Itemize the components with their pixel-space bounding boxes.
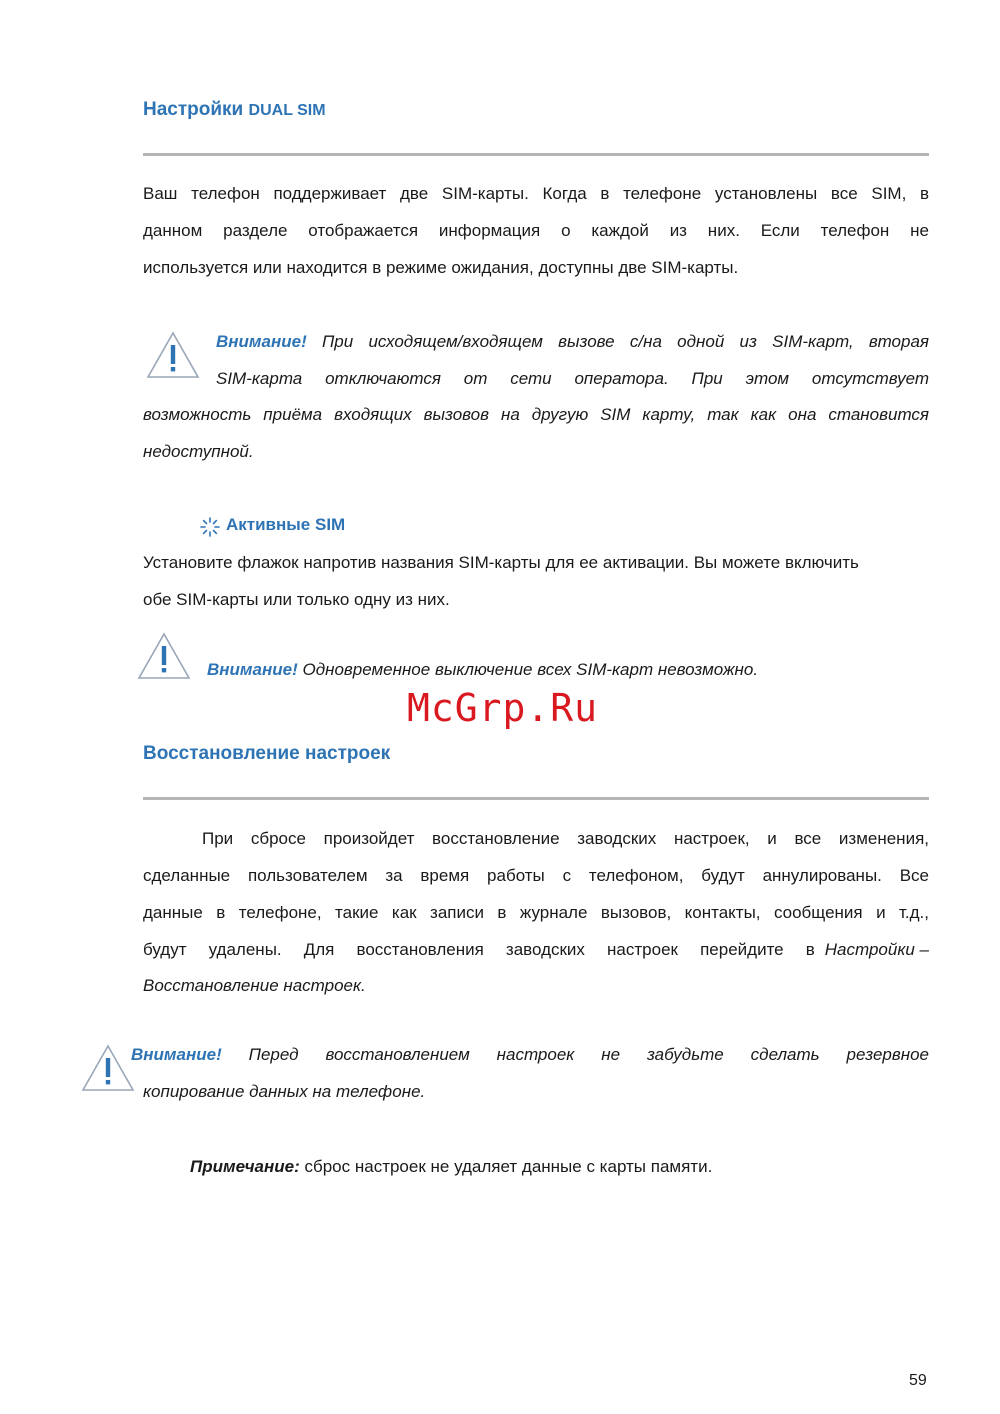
warning-line: [216, 331, 929, 353]
section-title-main: Настройки: [143, 99, 244, 120]
menu-path-text: Восстановление настроек.: [143, 976, 366, 995]
paragraph-text: будут удалены. Для восстановления заводских настроек перейдите в: [143, 940, 815, 959]
subsection-title-active-sim: Активные SIM: [226, 515, 346, 534]
paragraph-line: данные в телефоне, такие как записи в журнале вызовов, контакты, сообщения и т.д.,: [143, 903, 929, 922]
section-divider: [143, 797, 929, 800]
watermark-logo: McGrp.Ru: [407, 686, 599, 730]
warning-line: копирование данных на телефоне.: [143, 1082, 426, 1101]
note-text: сброс настроек не удаляет данные с карты памяти.: [304, 1157, 713, 1176]
section-title-reset: Восстановление настроек: [143, 743, 391, 764]
warning-line: возможность приёма входящих вызовов на другую SIM карту, так как она становится: [143, 405, 929, 424]
warning-text: Одновременное выключение всех SIM-карт невозможно.: [302, 660, 759, 679]
section-title-dual-sim: [143, 99, 326, 121]
warning-label: Внимание!: [131, 1045, 222, 1064]
warning-label: Внимание!: [216, 332, 307, 351]
warning-text: Перед восстановлением настроек не забудьте сделать резервное: [248, 1045, 929, 1064]
paragraph-line: [143, 939, 929, 961]
paragraph-line: Ваш телефон поддерживает две SIM-карты. Когда в телефоне установлены все SIM, в: [143, 184, 929, 203]
paragraph-line: используется или находится в режиме ожидания, доступны две SIM-карты.: [143, 258, 739, 277]
menu-path-text: Настройки –: [824, 940, 929, 959]
warning-line: [207, 659, 929, 681]
section-divider: [143, 153, 929, 156]
warning-triangle-icon: [146, 331, 200, 379]
spinner-icon: [199, 516, 221, 538]
note-label: Примечание:: [190, 1157, 300, 1176]
note: [190, 1156, 929, 1178]
warning-line: недоступной.: [143, 442, 254, 461]
warning-line: SIM-карта отключаются от сети оператора. При этом отсутствует: [216, 369, 929, 388]
warning-line: [131, 1044, 929, 1066]
section-title-suffix: DUAL SIM: [248, 102, 326, 119]
warning-triangle-icon: [137, 632, 191, 680]
paragraph-line: При сбросе произойдет восстановление заводских настроек, и все изменения,: [202, 829, 929, 848]
warning-label: Внимание!: [207, 660, 298, 679]
paragraph-line: данном разделе отображается информация о каждой из них. Если телефон не: [143, 221, 929, 240]
paragraph-line: Установите флажок напротив названия SIM-карты для ее активации. Вы можете включить: [143, 553, 859, 572]
warning-text: При исходящем/входящем вызове с/на одной из SIM-карт, вторая: [321, 332, 929, 351]
paragraph-line: обе SIM-карты или только одну из них.: [143, 590, 450, 609]
paragraph-line: сделанные пользователем за время работы с телефоном, будут аннулированы. Все: [143, 866, 929, 885]
warning-triangle-icon: [81, 1044, 135, 1092]
page-number: 59: [909, 1372, 927, 1389]
